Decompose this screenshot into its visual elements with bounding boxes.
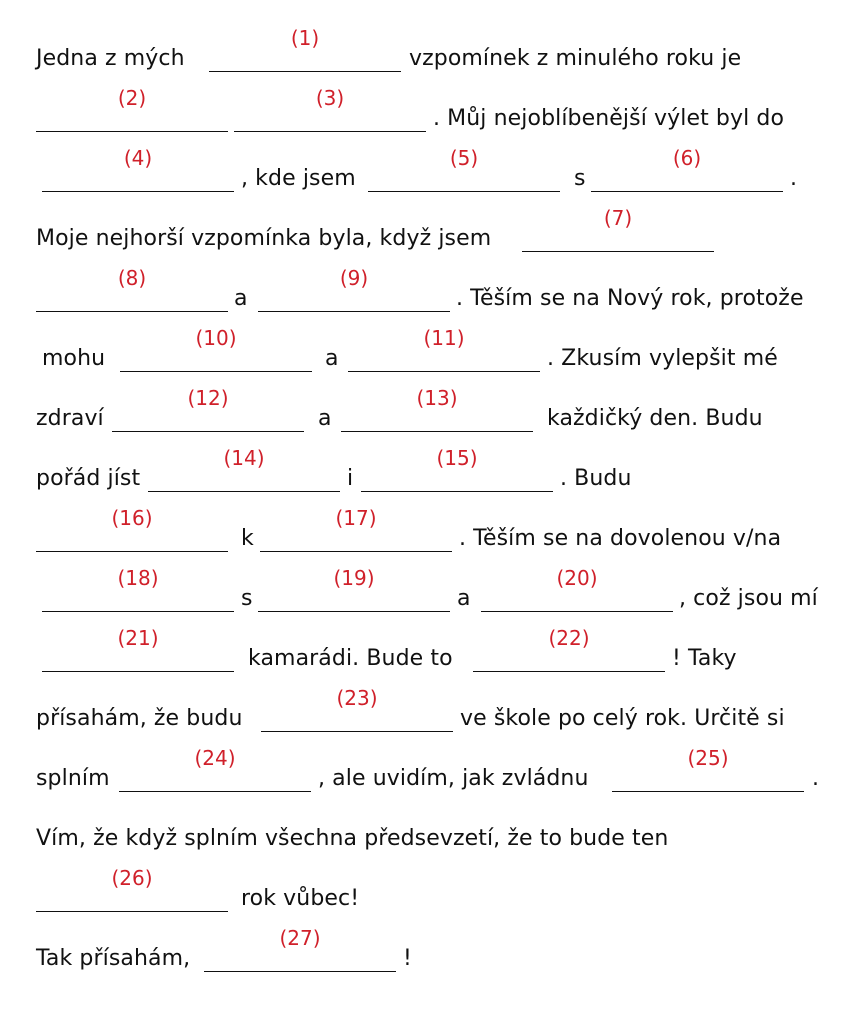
blank-underline — [36, 131, 228, 132]
blank-underline — [522, 251, 714, 252]
blank-number: (1) — [290, 26, 320, 50]
blank-23[interactable] — [261, 686, 453, 734]
blank-underline — [348, 371, 540, 372]
blank-18[interactable] — [42, 566, 234, 614]
blank-22[interactable] — [473, 626, 665, 674]
blank-24[interactable] — [119, 746, 311, 794]
blank-number: (23) — [336, 686, 378, 710]
blank-15[interactable] — [361, 446, 553, 494]
blank-number: (6) — [672, 146, 702, 170]
text-segment: vzpomínek z minulého roku je — [409, 46, 742, 71]
blank-2[interactable] — [36, 86, 228, 134]
text-segment: a — [325, 346, 339, 371]
text-segment: přísahám, že budu — [36, 706, 243, 731]
text-segment: každičký den. Budu — [547, 406, 763, 431]
blank-underline — [148, 491, 340, 492]
blank-underline — [209, 71, 401, 72]
text-segment: Vím, že když splním všechna předsevzetí, že to bude ten — [36, 826, 669, 851]
blank-number: (9) — [339, 266, 369, 290]
blank-16[interactable] — [36, 506, 228, 554]
blank-5[interactable] — [368, 146, 560, 194]
blank-number: (24) — [194, 746, 236, 770]
blank-underline — [341, 431, 533, 432]
blank-number: (19) — [333, 566, 375, 590]
blank-12[interactable] — [112, 386, 304, 434]
blank-number: (25) — [687, 746, 729, 770]
blank-underline — [42, 191, 234, 192]
text-segment: ! — [403, 946, 412, 971]
blank-number: (11) — [423, 326, 465, 350]
text-segment: zdraví — [36, 406, 104, 431]
blank-13[interactable] — [341, 386, 533, 434]
blank-number: (16) — [111, 506, 153, 530]
blank-number: (15) — [436, 446, 478, 470]
blank-1[interactable] — [209, 26, 401, 74]
blank-14[interactable] — [148, 446, 340, 494]
text-segment: . Budu — [560, 466, 632, 491]
blank-underline — [591, 191, 783, 192]
blank-underline — [204, 971, 396, 972]
blank-8[interactable] — [36, 266, 228, 314]
text-segment: Moje nejhorší vzpomínka byla, když jsem — [36, 226, 492, 251]
text-segment: . Můj nejoblíbenější výlet byl do — [433, 106, 785, 131]
blank-underline — [361, 491, 553, 492]
blank-number: (3) — [315, 86, 345, 110]
blank-underline — [473, 671, 665, 672]
blank-underline — [36, 551, 228, 552]
text-segment: . Těším se na Nový rok, protože — [456, 286, 804, 311]
text-segment: splním — [36, 766, 110, 791]
blank-17[interactable] — [260, 506, 452, 554]
text-segment: , ale uvidím, jak zvládnu — [318, 766, 589, 791]
text-segment: . Zkusím vylepšit mé — [547, 346, 778, 371]
blank-underline — [612, 791, 804, 792]
text-segment: . — [790, 166, 798, 191]
blank-number: (26) — [111, 866, 153, 890]
blank-21[interactable] — [42, 626, 234, 674]
blank-underline — [112, 431, 304, 432]
text-segment: a — [318, 406, 332, 431]
blank-number: (18) — [117, 566, 159, 590]
blank-number: (20) — [556, 566, 598, 590]
blank-underline — [261, 731, 453, 732]
blank-25[interactable] — [612, 746, 804, 794]
blank-underline — [234, 131, 426, 132]
blank-11[interactable] — [348, 326, 540, 374]
blank-underline — [258, 611, 450, 612]
text-segment: Jedna z mých — [36, 46, 185, 71]
blank-underline — [36, 311, 228, 312]
blank-number: (7) — [603, 206, 633, 230]
blank-number: (12) — [187, 386, 229, 410]
blank-9[interactable] — [258, 266, 450, 314]
blank-number: (17) — [335, 506, 377, 530]
blank-26[interactable] — [36, 866, 228, 914]
blank-19[interactable] — [258, 566, 450, 614]
blank-underline — [368, 191, 560, 192]
blank-number: (22) — [548, 626, 590, 650]
blank-underline — [42, 611, 234, 612]
blank-4[interactable] — [42, 146, 234, 194]
blank-number: (4) — [123, 146, 153, 170]
text-segment: kamarádi. Bude to — [248, 646, 453, 671]
blank-underline — [260, 551, 452, 552]
blank-underline — [120, 371, 312, 372]
blank-underline — [36, 911, 228, 912]
blank-3[interactable] — [234, 86, 426, 134]
text-segment: k — [241, 526, 254, 551]
text-segment: , kde jsem — [241, 166, 356, 191]
text-segment: pořád jíst — [36, 466, 141, 491]
text-segment: s — [241, 586, 253, 611]
blank-underline — [42, 671, 234, 672]
blank-number: (27) — [279, 926, 321, 950]
text-segment: a — [234, 286, 248, 311]
blank-27[interactable] — [204, 926, 396, 974]
text-segment: s — [574, 166, 586, 191]
text-segment: . Těším se na dovolenou v/na — [459, 526, 782, 551]
blank-number: (14) — [223, 446, 265, 470]
blank-number: (21) — [117, 626, 159, 650]
blank-7[interactable] — [522, 206, 714, 254]
blank-20[interactable] — [481, 566, 673, 614]
blank-number: (5) — [449, 146, 479, 170]
text-segment: ve škole po celý rok. Určitě si — [460, 706, 785, 731]
blank-6[interactable] — [591, 146, 783, 194]
blank-underline — [258, 311, 450, 312]
text-segment: . — [812, 766, 820, 791]
text-segment: i — [347, 466, 354, 491]
text-segment: rok vůbec! — [241, 886, 360, 911]
text-segment: ! Taky — [672, 646, 737, 671]
text-segment: Tak přísahám, — [36, 946, 191, 971]
blank-number: (2) — [117, 86, 147, 110]
blank-underline — [481, 611, 673, 612]
text-segment: mohu — [42, 346, 106, 371]
blank-number: (10) — [195, 326, 237, 350]
blank-number: (13) — [416, 386, 458, 410]
text-segment: a — [457, 586, 471, 611]
blank-10[interactable] — [120, 326, 312, 374]
blank-number: (8) — [117, 266, 147, 290]
blank-underline — [119, 791, 311, 792]
text-segment: , což jsou mí — [679, 586, 818, 611]
